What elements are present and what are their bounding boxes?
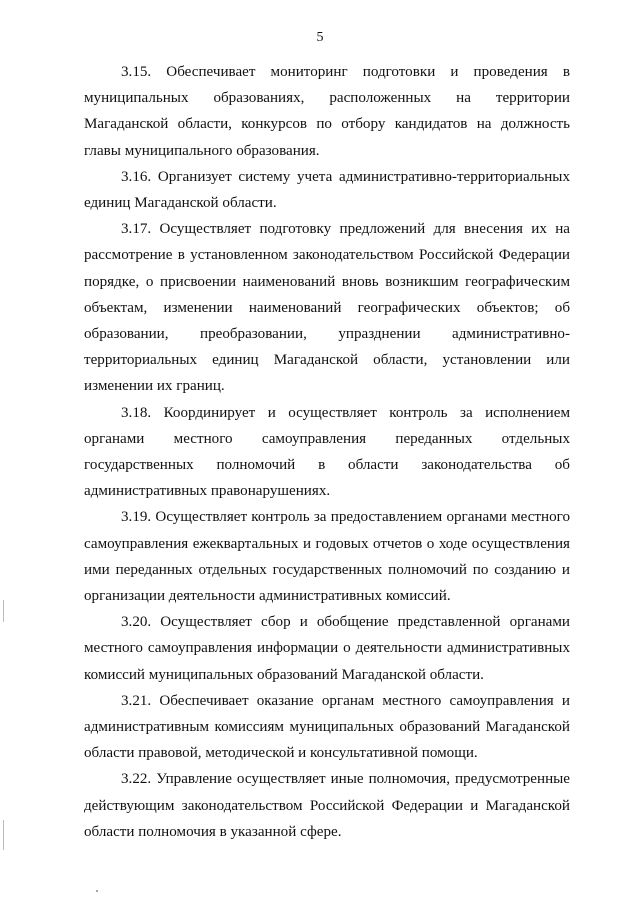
paragraph-3-21: 3.21. Обеспечивает оказание органам местного самоуправления и административным комиссиям муниципальных образований Магаданской области правовой, методической и консультативной помощи. <box>84 692 570 762</box>
paragraph-3-20: 3.20. Осуществляет сбор и обобщение представленной органами местного самоуправления информации о деятельности административных комиссий муниципальных образований Магаданской области. <box>84 614 570 683</box>
document-body <box>84 59 570 845</box>
scan-edge-mark <box>3 600 4 622</box>
paragraph-3-16: 3.16. Организует систему учета административно-территориальных единиц Магаданской области. <box>84 168 570 212</box>
paragraph-3-15: 3.15. Обеспечивает мониторинг подготовки и проведения в муниципальных образованиях, расположенных на территории Магаданской области, конкурсов по отбору кандидатов на должность главы муниципального образования. <box>84 64 570 159</box>
page-number: 5 <box>316 30 324 45</box>
scan-edge-mark <box>3 820 4 850</box>
paragraph-3-22: 3.22. Управление осуществляет иные полномочия, предусмотренные действующим законодательством Российской Федерации и Магаданской области полномочия в указанной сфере. <box>84 771 570 840</box>
paragraph-3-18: 3.18. Координирует и осуществляет контроль за исполнением органами местного самоуправления переданных отдельных государственных полномочий в области законодательства об административных правонарушениях. <box>84 404 570 500</box>
paragraph-3-19: 3.19. Осуществляет контроль за предоставлением органами местного самоуправления ежеквартальных и годовых отчетов о ходе осуществления ими переданных отдельных государственных полномочий по созданию и организации деятельности административных комиссий. <box>84 509 570 605</box>
paragraph-3-17: 3.17. Осуществляет подготовку предложений для внесения их на рассмотрение в установленном законодательством Российской Федерации порядке, о присвоении наименований вновь возникшим географическим объектам, изменении наименований географических объектов; об образовании, преобразовании, упразднении административно-территориальных единиц Магаданской области, установлении или изменении их границ. <box>84 221 570 395</box>
scan-speck <box>96 890 98 892</box>
